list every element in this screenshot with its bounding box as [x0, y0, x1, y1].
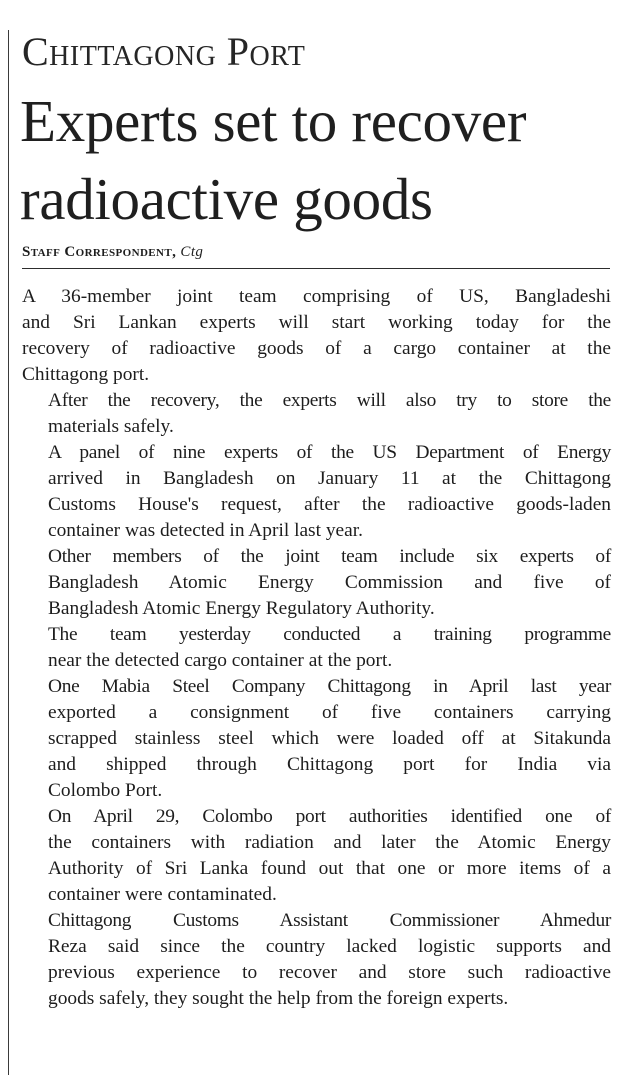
article-paragraph: [22, 804, 611, 908]
paragraph-line: Bangladesh Atomic Energy Regulatory Authority.: [48, 598, 435, 619]
byline-location: Ctg: [180, 244, 204, 260]
paragraph-line: Colombo Port.: [48, 780, 163, 801]
article-paragraph: [22, 908, 611, 1012]
paragraph-line: Bangladesh Atomic Energy Commission and five of: [48, 572, 611, 593]
paragraph-line: Chittagong port.: [22, 364, 150, 385]
paragraph-line: materials safely.: [48, 416, 174, 437]
paragraph-line: goods safely, they sought the help from the foreign experts.: [48, 988, 509, 1009]
paragraph-line: Chittagong Customs Assistant Commissioner Ahmedur: [48, 910, 611, 931]
article-paragraph: [22, 622, 611, 674]
byline-author: Staff Correspondent,: [22, 244, 177, 260]
paragraph-line: and shipped through Chittagong port for India via: [48, 754, 611, 775]
paragraph-line: previous experience to recover and store such radioactive: [48, 962, 611, 983]
paragraph-line: Other members of the joint team include six experts of: [48, 546, 611, 567]
paragraph-line: The team yesterday conducted a training programme: [48, 624, 611, 645]
paragraph-line: near the detected cargo container at the port.: [48, 650, 393, 671]
article-paragraph: [22, 388, 611, 440]
paragraph-line: scrapped stainless steel which were loaded off at Sitakunda: [48, 728, 611, 749]
paragraph-line: recovery of radioactive goods of a cargo container at the: [22, 338, 611, 359]
paragraph-line: One Mabia Steel Company Chittagong in April last year: [48, 676, 611, 697]
headline: [20, 82, 625, 238]
paragraph-line: the containers with radiation and later the Atomic Energy: [48, 832, 611, 853]
article-paragraph: [22, 674, 611, 804]
paragraph-line: Reza said since the country lacked logistic supports and: [48, 936, 611, 957]
headline-line: Experts set to recover: [20, 88, 527, 154]
byline-divider: [22, 268, 610, 269]
article-body: [22, 284, 611, 1012]
paragraph-line: and Sri Lankan experts will start working today for the: [22, 312, 611, 333]
paragraph-line: container were contaminated.: [48, 884, 277, 905]
byline: [22, 244, 612, 261]
article-paragraph: [22, 284, 611, 388]
paragraph-line: exported a consignment of five containers carrying: [48, 702, 611, 723]
column-rule: [8, 30, 9, 1075]
article-paragraph: [22, 440, 611, 544]
paragraph-line: On April 29, Colombo port authorities identified one of: [48, 806, 611, 827]
paragraph-line: Customs House's request, after the radioactive goods-laden: [48, 494, 611, 515]
paragraph-line: A 36-member joint team comprising of US, Bangladeshi: [22, 286, 611, 307]
paragraph-line: After the recovery, the experts will also try to store the: [48, 390, 611, 411]
headline-line: radioactive goods: [20, 166, 433, 232]
paragraph-line: container was detected in April last year.: [48, 520, 363, 541]
paragraph-line: Authority of Sri Lanka found out that one or more items of a: [48, 858, 611, 879]
paragraph-line: arrived in Bangladesh on January 11 at the Chittagong: [48, 468, 611, 489]
paragraph-line: A panel of nine experts of the US Department of Energy: [48, 442, 611, 463]
section-kicker: Chittagong Port: [22, 29, 306, 74]
article-paragraph: [22, 544, 611, 622]
